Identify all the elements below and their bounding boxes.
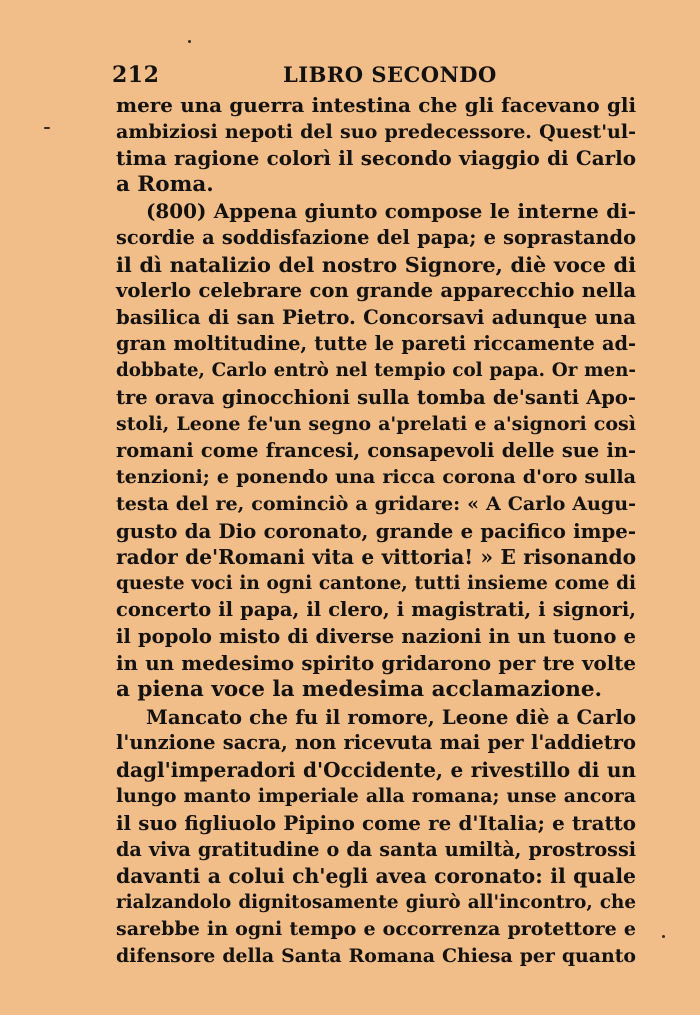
body-text xyxy=(116,92,636,970)
ink-speck xyxy=(662,935,665,938)
text-line: il dì natalizio del nostro Signore, diè voce di xyxy=(116,251,636,277)
text-line: volerlo celebrare con grande apparecchio nella xyxy=(116,279,636,303)
text-line: da viva gratitudine o da santa umiltà, prostrossi xyxy=(116,837,636,861)
text-line: dobbate, Carlo entrò nel tempio col papa. Or men- xyxy=(116,359,636,381)
ink-speck xyxy=(44,127,50,129)
text-line: sarebbe in ogni tempo e occorrenza protettore e xyxy=(116,918,636,941)
text-line: dagl'imperadori d'Occidente, e rivestillo di un xyxy=(116,757,636,782)
text-line: in un medesimo spirito gridarono per tre volte xyxy=(116,651,636,676)
text-line: mere una guerra intestina che gli facevano gli xyxy=(116,93,636,117)
text-line: scordie a soddisfazione del papa; e soprastando xyxy=(116,225,636,249)
text-line: rador de'Romani vita e vittoria! » E risonando xyxy=(116,545,636,570)
text-line: difensore della Santa Romana Chiesa per quanto xyxy=(116,945,636,967)
page-header xyxy=(112,62,632,92)
text-line: testa del re, cominciò a gridare: « A Carlo Augu- xyxy=(116,492,636,515)
text-line: gran moltitudine, tutte le pareti riccamente ad- xyxy=(116,332,636,356)
text-line: romani come francesi, consapevoli delle sue in- xyxy=(116,438,636,462)
text-line: basilica di san Pietro. Concorsavi adunque una xyxy=(116,305,636,329)
page-number: 212 xyxy=(112,62,160,88)
text-line: (800) Appena giunto compose le interne di- xyxy=(146,199,636,224)
text-line: a piena voce la medesima acclamazione. xyxy=(116,677,602,703)
text-line: rialzandolo dignitosamente giurò all'incontro, che xyxy=(116,891,636,913)
text-line: davanti a colui ch'egli avea coronato: il quale xyxy=(116,864,636,889)
text-line: gusto da Dio coronato, grande e pacifico impe- xyxy=(116,518,636,543)
text-line: il suo figliuolo Pipino come re d'Italia; e tratto xyxy=(116,811,636,836)
text-line: queste voci in ogni cantone, tutti insieme come di xyxy=(116,572,636,594)
text-line: l'unzione sacra, non ricevuta mai per l'addietro xyxy=(116,731,636,755)
text-line: stoli, Leone fe'un segno a'prelati e a'signori così xyxy=(116,413,636,436)
text-line: tre orava ginocchioni sulla tomba de'santi Apo- xyxy=(116,385,636,409)
text-line: lungo manto imperiale alla romana; unse ancora xyxy=(116,785,636,808)
ink-speck xyxy=(188,40,191,43)
text-line: a Roma. xyxy=(116,171,214,197)
text-line: tenzioni; e ponendo una ricca corona d'oro sulla xyxy=(116,465,636,489)
text-line: il popolo misto di diverse nazioni in un tuono e xyxy=(116,624,636,648)
text-line: tima ragione colorì il secondo viaggio di Carlo xyxy=(116,146,636,171)
text-line: Mancato che fu il romore, Leone diè a Carlo xyxy=(146,704,636,729)
text-line: ambiziosi nepoti del suo predecessore. Quest'ul- xyxy=(116,120,636,143)
running-title: LIBRO SECONDO xyxy=(283,62,497,87)
text-line: concerto il papa, il clero, i magistrati, i signori, xyxy=(116,598,636,622)
